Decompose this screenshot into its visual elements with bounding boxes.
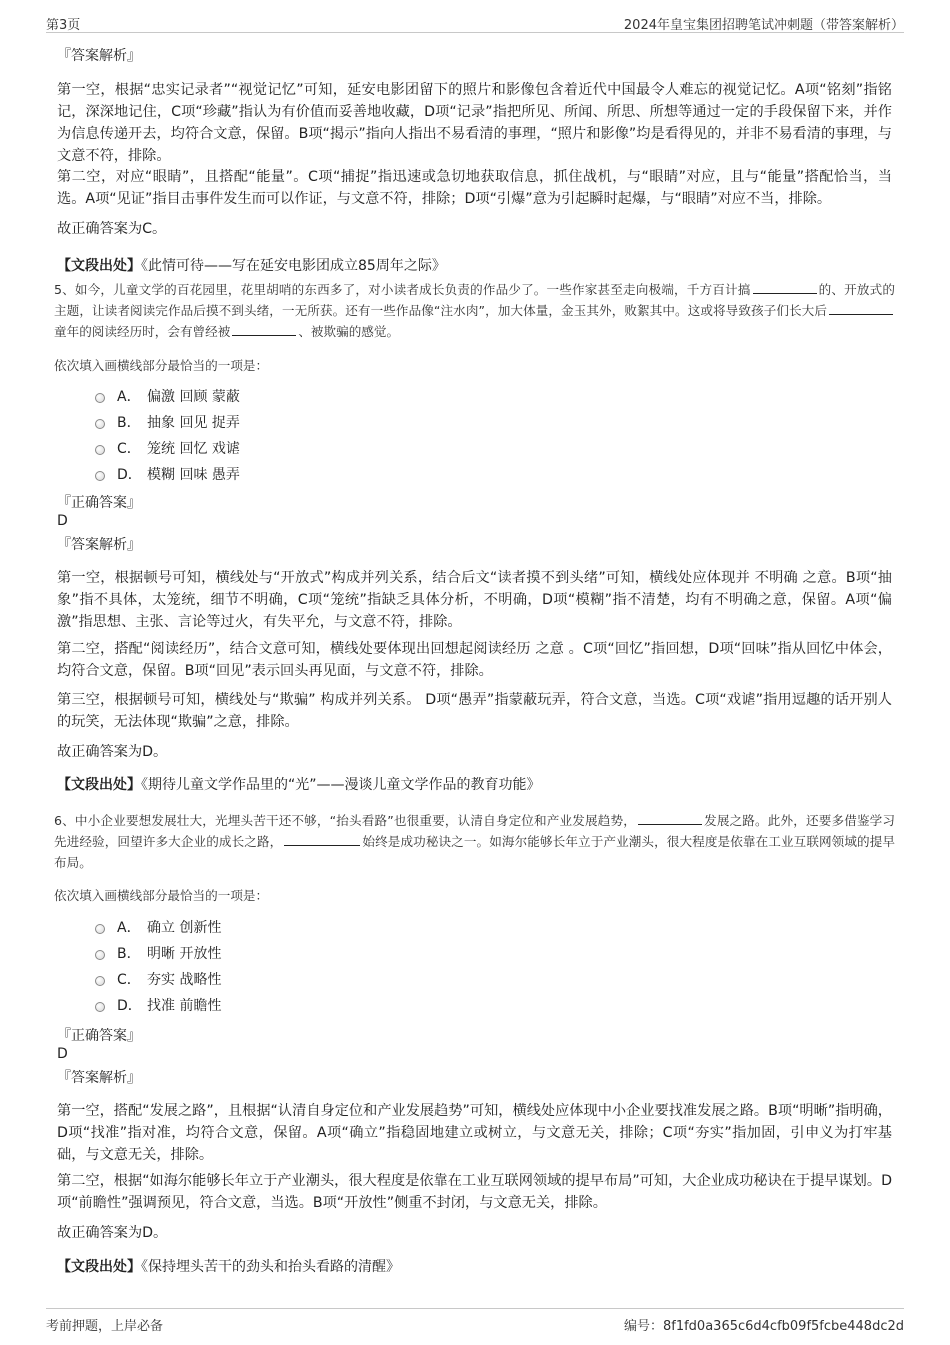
question-prompt: 依次填入画横线部分最恰当的一项是： <box>54 358 269 373</box>
radio-icon[interactable] <box>95 471 105 481</box>
question-6-options <box>95 915 221 1019</box>
fill-blank <box>284 833 360 846</box>
document-title: 2024年皇宝集团招聘笔试冲刺题（带答案解析） <box>623 18 904 33</box>
page-number: 第3页 <box>46 18 81 33</box>
page-header <box>46 10 904 33</box>
source-citation <box>57 1256 892 1276</box>
option-c[interactable]: C． 夯实 战略性 <box>95 967 221 993</box>
radio-icon[interactable] <box>95 445 105 455</box>
analysis-paragraph: 第二空，对应“眼睛”，且搭配“能量”。C项“捕捉”指迅速或急切地获取信息，抓住战机，与“眼睛”对应，且与“能量”搭配恰当，当选。A项“见证”指目击事件发生而可以作证，与文意不符，排除；D项“引爆”意为引起瞬时起爆，与“眼睛”对应不当，排除。 <box>57 169 892 207</box>
option-d[interactable]: D． 找准 前瞻性 <box>95 993 221 1019</box>
analysis-label: 『答案解析』 <box>57 48 141 64</box>
fill-blank <box>829 302 893 315</box>
analysis-label: 『答案解析』 <box>57 1070 141 1086</box>
analysis-paragraph: 第一空，搭配“发展之路”，且根据“认清自身定位和产业发展趋势”可知，横线处应体现中小企业要找准发展之路。B项“明晰”指明确，D项“找准”指对准，均符合文意，保留。A项“确立”指稳固地建立或树立，与文意无关，排除；C项“夯实”指加固，引申义为打牢基础，与文意无关，排除。 <box>57 1103 892 1163</box>
radio-icon[interactable] <box>95 924 105 934</box>
analysis-paragraph: 第二空，根据“如海尔能够长年立于产业潮头，很大程度是依靠在工业互联网领域的提早布局”可知，大企业成功秘诀在于提早谋划。D项“前瞻性”强调预见，符合文意，当选。B项“开放性”侧重不封闭，与文意无关，排除。 <box>57 1173 892 1211</box>
analysis-label: 『答案解析』 <box>57 537 141 553</box>
source-tag: 【文段出处】 <box>57 777 141 793</box>
option-c[interactable]: C． 笼统 回忆 戏谑 <box>95 436 240 462</box>
correct-answer-label: 『正确答案』 <box>57 495 141 511</box>
analysis-paragraph: 第一空，根据“忠实记录者”“视觉记忆”可知，延安电影团留下的照片和影像包含着近代中国最令人难忘的视觉记忆。A项“铭刻”指铭记，深深地记住，C项“珍藏”指认为有价值而妥善地收藏，D项“记录”指把所见、所闻、所思、所想等通过一定的手段保留下来，并作为信息传递开去，均符合文意，保留。B项“揭示”指向人指出不易看清的事理，“照片和影像”均是看得见的，并非不易看清的事理，与文意不符，排除。 <box>57 82 892 164</box>
source-citation <box>57 774 892 794</box>
correct-answer: D <box>57 513 68 529</box>
document-id: 编号：8f1fd0a365c6d4cfb09f5fcbe448dc2d <box>623 1319 904 1334</box>
option-a[interactable]: A． 确立 创新性 <box>95 915 221 941</box>
source-citation <box>57 255 892 275</box>
analysis-paragraph: 第三空，根据顿号可知，横线处与“欺骗” 构成并列关系。 D项“愚弄”指蒙蔽玩弄，符合文意，当选。C项“戏谑”指用逗趣的话开别人的玩笑，无法体现“欺骗”之意，排除。 <box>57 692 892 730</box>
option-a[interactable]: A． 偏激 回顾 蒙蔽 <box>95 384 240 410</box>
page-footer <box>46 1308 904 1335</box>
source-title: 《期待儿童文学作品里的“光”——漫谈儿童文学作品的教育功能》 <box>141 777 541 793</box>
radio-icon[interactable] <box>95 393 105 403</box>
option-b[interactable]: B． 明晰 开放性 <box>95 941 221 967</box>
analysis-paragraph: 故正确答案为C。 <box>57 221 167 237</box>
analysis-paragraph: 故正确答案为D。 <box>57 744 168 760</box>
radio-icon[interactable] <box>95 1002 105 1012</box>
source-title: 《保持埋头苦干的劲头和抬头看路的清醒》 <box>141 1259 400 1275</box>
source-title: 《此情可待——写在延安电影团成立85周年之际》 <box>141 258 446 274</box>
radio-icon[interactable] <box>95 419 105 429</box>
option-b[interactable]: B． 抽象 回见 捉弄 <box>95 410 240 436</box>
analysis-paragraph: 故正确答案为D。 <box>57 1225 168 1241</box>
fill-blank <box>753 281 817 294</box>
question-5-stem: 5、如今，儿童文学的百花园里，花里胡哨的东西多了，对小读者成长负责的作品少了。一些作家甚至走向极端，千方百计搞 的、开放式的主题，让读者阅读完作品后摸不到头绪，一无所获。还有一些作品像“注水肉”，加大体量，金玉其外，败絮其中。这或将导致孩子们长大后童年的阅读经历时，会有曾经被 、被欺骗的感觉。 <box>54 282 895 339</box>
analysis-paragraph: 第一空，根据顿号可知，横线处与“开放式”构成并列关系，结合后文“读者摸不到头绪”可知，横线处应体现并 不明确 之意。B项“抽象”指不具体，太笼统，细节不明确，C项“笼统”指缺乏具体分析，不明确，D项“模糊”指不清楚，均有不明确之意，保留。A项“偏激”指思想、主张、言论等过火，有失平允，与文意不符，排除。 <box>57 570 892 630</box>
question-6-stem: 6、中小企业要想发展壮大，光埋头苦干还不够，“抬头看路”也很重要，认清自身定位和产业发展趋势， 发展之路。此外，还要多借鉴学习先进经验，回望许多大企业的成长之路， 始终是成功秘诀之一。如海尔能够长年立于产业潮头，很大程度是依靠在工业互联网领域的提早布局。 <box>54 813 896 870</box>
question-5-options <box>95 384 240 488</box>
radio-icon[interactable] <box>95 950 105 960</box>
option-d[interactable]: D． 模糊 回味 愚弄 <box>95 462 240 488</box>
analysis-paragraph: 第二空，搭配“阅读经历”，结合文意可知，横线处要体现出回想起阅读经历 之意 。C项“回忆”指回想，D项“回味”指从回忆中体会，均符合文意，保留。B项“回见”表示回头再见面，与文意不符，排除。 <box>57 641 892 679</box>
question-prompt: 依次填入画横线部分最恰当的一项是： <box>54 888 269 903</box>
radio-icon[interactable] <box>95 976 105 986</box>
fill-blank <box>232 323 296 336</box>
correct-answer-label: 『正确答案』 <box>57 1028 141 1044</box>
correct-answer: D <box>57 1046 68 1062</box>
source-tag: 【文段出处】 <box>57 1259 141 1275</box>
fill-blank <box>638 812 702 825</box>
source-tag: 【文段出处】 <box>57 258 141 274</box>
footer-slogan: 考前押题，上岸必备 <box>46 1319 164 1334</box>
